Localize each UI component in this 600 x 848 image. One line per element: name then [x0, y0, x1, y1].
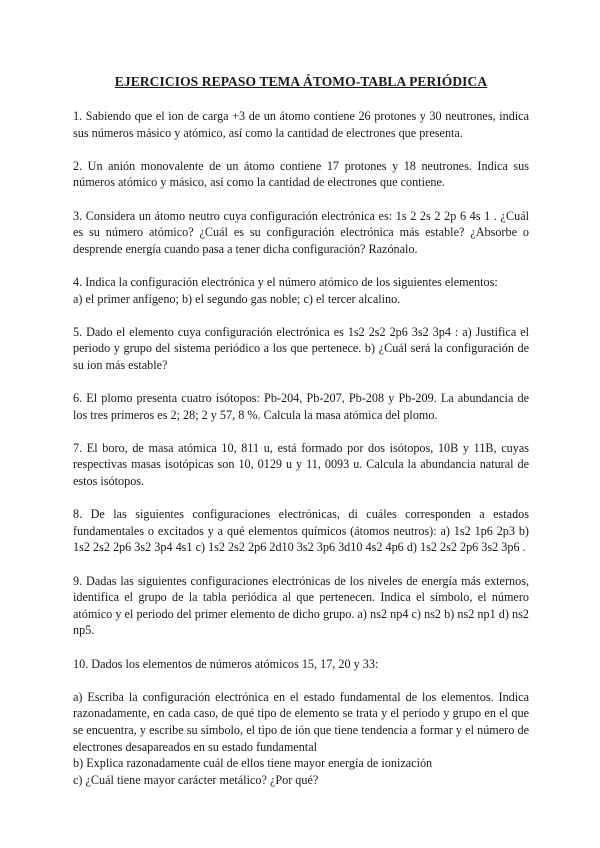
- exercise-4: 4. Indica la configuración electrónica y el número atómico de los siguientes elementos:: [73, 274, 498, 289]
- exercise-7: 7. El boro, de masa atómica 10, 811 u, está formado por dos isótopos, 10B y 11B, cuyas respectivas masas isotópicas son 10, 0129 u y 11, 0093 u. Calcula la abundancia natural de estos isótopos.: [73, 440, 529, 489]
- exercise-9: 9. Dadas las siguientes configuraciones electrónicas de los niveles de energía más externos, identifica el grupo de la tabla periódica al que pertenecen. Indica el símbolo, el número atómico y el periodo del primer elemento de dicho grupo. a) ns2 np4 c) ns2 b) ns2 np1 d) ns2 np5.: [73, 573, 529, 638]
- exercise-10-part-b: b) Explica razonadamente cuál de ellos tiene mayor energía de ionización: [73, 756, 433, 771]
- exercise-1: 1. Sabiendo que el ion de carga +3 de un átomo contiene 26 protones y 30 neutrones, indica sus números másico y atómico, así como la cantidad de electrones que presenta.: [73, 109, 529, 140]
- document-title: EJERCICIOS REPASO TEMA ÁTOMO-TABLA PERIÓDICA: [114, 74, 488, 89]
- exercise-10: 10. Dados los elementos de números atómicos 15, 17, 20 y 33:: [73, 656, 379, 671]
- exercise-5: 5. Dado el elemento cuya configuración electrónica es 1s2 2s2 2p6 3s2 3p4 : a) Justifica el periodo y grupo del sistema periódico a los que pertenece. b) ¿Cuál será la configuración de su ion más estable?: [73, 324, 529, 372]
- document-page: [73, 74, 529, 788]
- exercise-3: 3. Considera un átomo neutro cuya configuración electrónica es: 1s 2 2s 2 2p 6 4s 1 . ¿Cuál es su número atómico? ¿Cuál es su configuración electrónica más estable? ¿Absorbe o desprende energía cuando pasa a tener dicha configuración? Razónalo.: [73, 208, 529, 256]
- exercise-6: 6. El plomo presenta cuatro isótopos: Pb-204, Pb-207, Pb-208 y Pb-209. La abundancia de los tres primeros es 2; 28; 2 y 57, 8 %. Calcula la masa atómica del plomo.: [73, 391, 529, 422]
- exercise-10-part-c: c) ¿Cuál tiene mayor carácter metálico? ¿Por qué?: [73, 772, 319, 787]
- exercise-4-options: a) el primer anfígeno; b) el segundo gas noble; c) el tercer alcalino.: [73, 291, 401, 306]
- exercise-10-part-a: a) Escriba la configuración electrónica en el estado fundamental de los elementos. Indica razonadamente, en cada caso, de qué tipo de elemento se trata y el periodo y grupo en el que se encuentra, y escribe su símbolo, el tipo de ión que tiene tendencia a formar y el número de electrones desapareados en su estado fundamental: [73, 689, 529, 754]
- exercise-8: 8. De las siguientes configuraciones electrónicas, di cuáles corresponden a estados fundamentales o excitados y a qué elementos químicos (átomos neutros): a) 1s2 1p6 2p3 b) 1s2 2s2 2p6 3s2 3p4 4s1 c) 1s2 2s2 2p6 2d10 3s2 3p6 3d10 4s2 4p6 d) 1s2 2s2 2p6 3s2 3p6 .: [73, 507, 529, 555]
- exercise-2: 2. Un anión monovalente de un átomo contiene 17 protones y 18 neutrones. Indica sus números atómico y másico, así como la cantidad de electrones que contiene.: [73, 158, 529, 190]
